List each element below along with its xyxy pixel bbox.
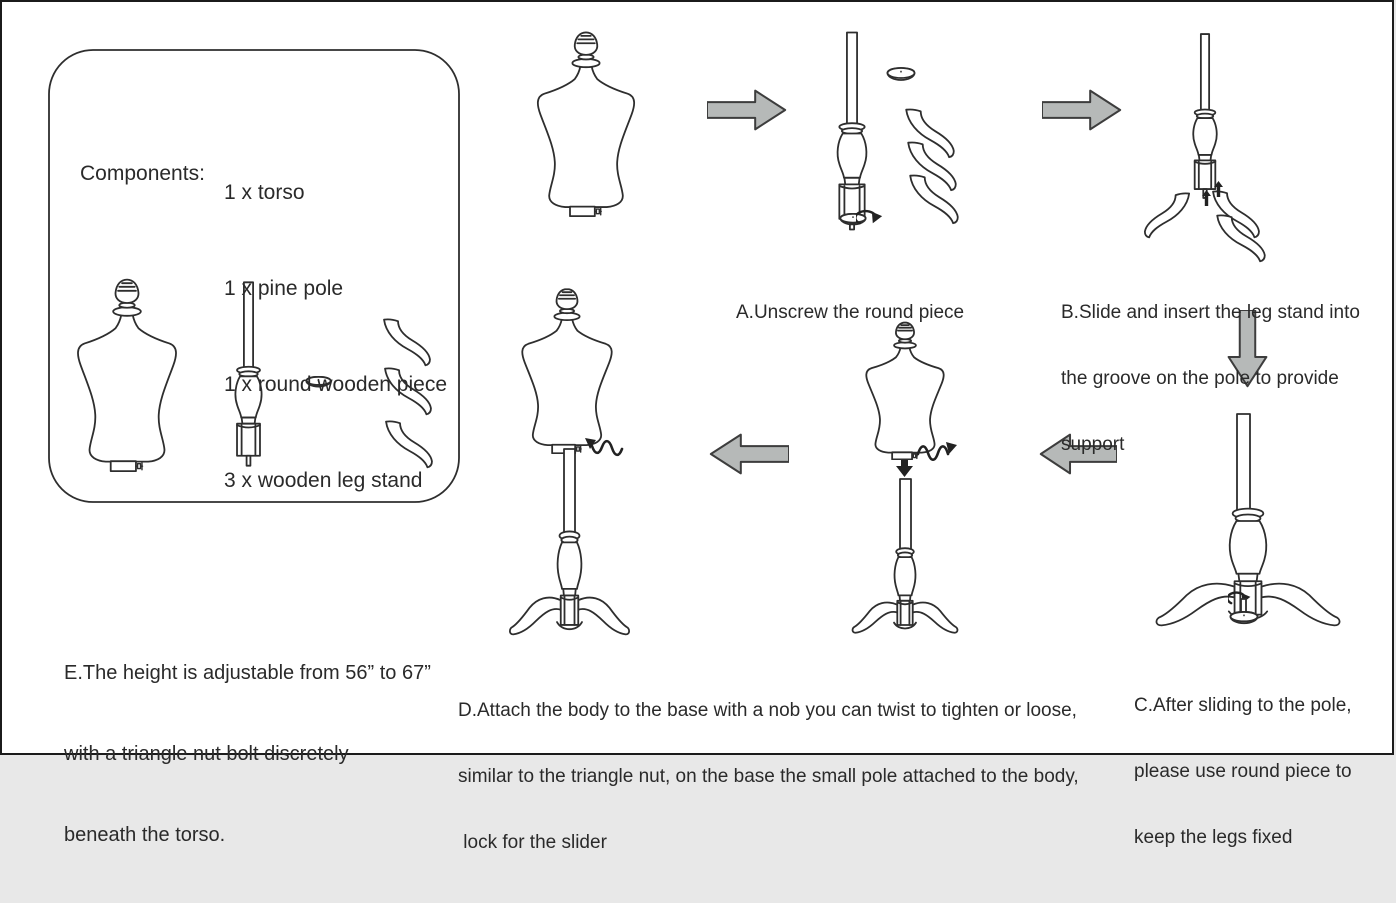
step-b-left-leg-drawing (1145, 193, 1189, 237)
step-c-caption-line: please use round piece to (1134, 761, 1352, 782)
step-d-caption (458, 656, 1079, 898)
step-e-caption (64, 606, 431, 903)
step-d-caption-line: similar to the triangle nut, on the base the small pole attached to the body, (458, 766, 1079, 787)
components-item: 1 x torso (224, 181, 305, 204)
step-c-screw-drawing (1241, 599, 1246, 613)
step-a-unscrewed-disc-drawing (840, 214, 865, 225)
step-b-caption-line: the groove on the pole to provide (1061, 368, 1339, 389)
step-b-caption-line: B.Slide and insert the leg stand into (1061, 302, 1360, 323)
step-e-caption-line: E.The height is adjustable from 56” to 67” (64, 662, 431, 684)
step-a-caption (736, 258, 964, 368)
final-assembly-illustration (510, 289, 629, 634)
components-label: Components: (80, 162, 205, 185)
final-torso-drawing (522, 289, 611, 453)
step-d-down-arrow-icon (896, 460, 913, 477)
step-a-illustration (838, 32, 958, 229)
step-b-caption-line: support (1061, 434, 1125, 455)
step-d-illustration (853, 323, 958, 633)
step-c-caption-line: C.After sliding to the pole, (1134, 695, 1352, 716)
step-d-rod-drawing (900, 479, 911, 552)
step-a-pole-drawing (838, 32, 867, 229)
step-a-round-piece-drawing (888, 68, 915, 80)
step-c-caption (1134, 651, 1352, 893)
flow-arrow-right-1 (707, 91, 785, 130)
final-base-drawing (510, 531, 629, 634)
components-item: 1 x pine pole (224, 277, 344, 300)
step-d-caption-line: D.Attach the body to the base with a nob you can twist to tighten or loose, (458, 700, 1077, 721)
components-list (224, 113, 447, 561)
step-a-leg-stand-drawings (906, 109, 958, 223)
step-b-illustration (1145, 34, 1265, 261)
step-e-caption-line: beneath the torso. (64, 824, 226, 846)
final-rod-drawing (564, 449, 575, 535)
step-c-round-piece-drawing (1231, 612, 1258, 623)
flow-arrow-left-2 (711, 435, 789, 474)
step-b-caption (1061, 258, 1360, 500)
step-d-base-drawing (853, 548, 958, 633)
step-b-pole-drawing (1193, 34, 1216, 198)
components-item: 3 x wooden leg stand (224, 469, 423, 492)
component-torso-drawing (78, 280, 176, 472)
final-twist-squiggle-arrow-icon (585, 438, 622, 455)
step-c-caption-line: keep the legs fixed (1134, 827, 1293, 848)
step-d-caption-line: lock for the slider (458, 832, 607, 853)
flow-arrow-right-2 (1042, 91, 1120, 130)
step-e-caption-line: with a triangle nut bolt discretely (64, 743, 349, 765)
step-c-base-drawing (1156, 509, 1339, 626)
start-torso-drawing (538, 32, 634, 216)
step-a-caption-line: A.Unscrew the round piece (736, 302, 965, 323)
components-item: 1 x round wooden piece (224, 373, 447, 396)
